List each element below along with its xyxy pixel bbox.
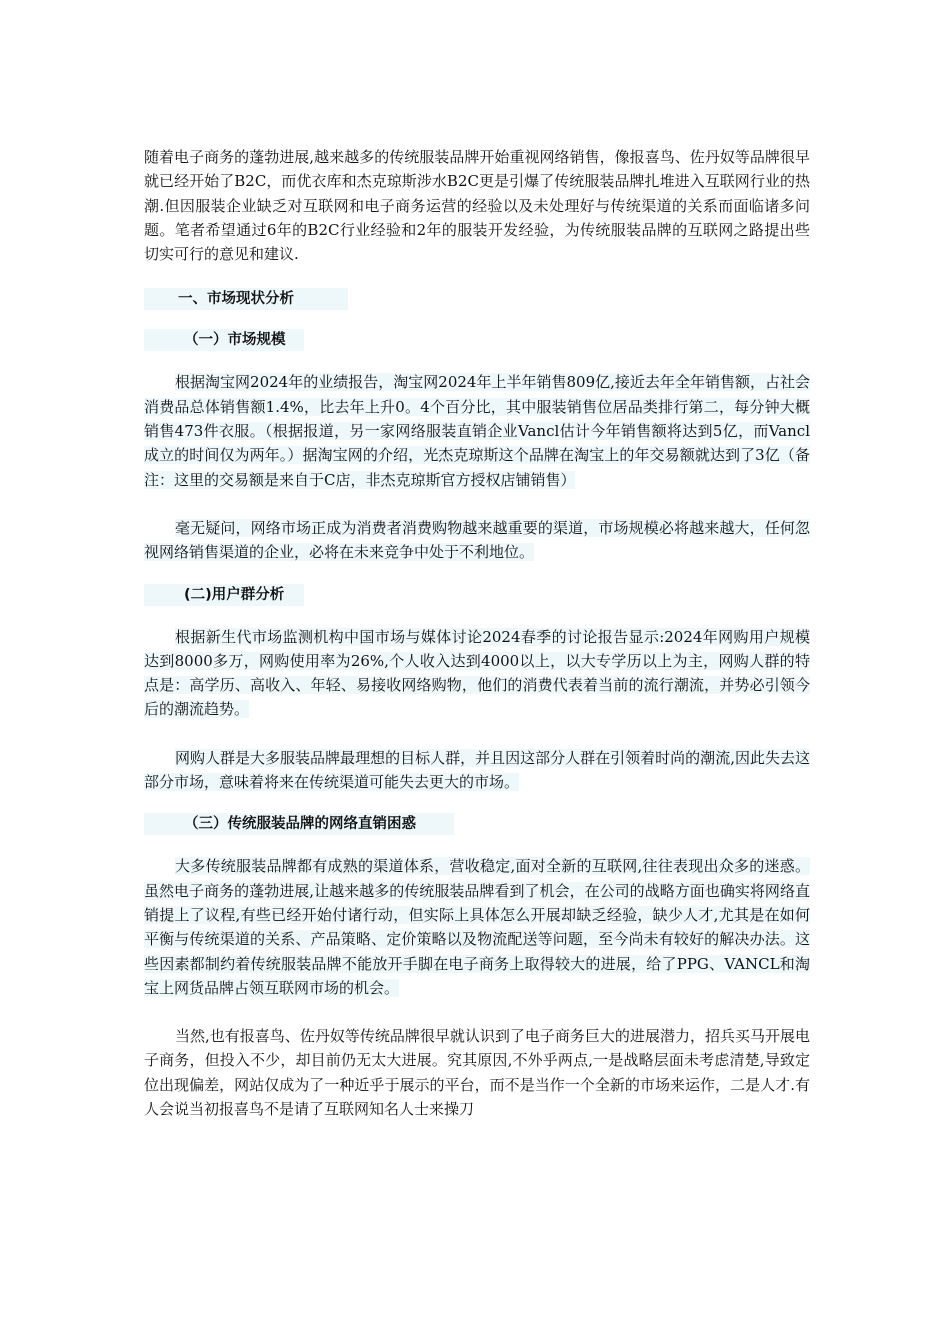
user-paragraph-1 [144, 625, 810, 722]
market-size-text-1: 根据淘宝网2024年的业绩报告，淘宝网2024年上半年销售809亿,接近去年全年销售额，占社会消费品总体销售额1.4%，比去年上升0。4个百分比，其中服装销售位居品类排行第二，每分钟大概销售473件衣服。（根据报道，另一家网络服装直销企业Vancl估计今年销售额将达到5亿，而Vancl成立的时间仅为两年。）据淘宝网的介绍，光杰克琼斯这个品牌在淘宝上的年交易额就达到了3亿（备注：这里的交易额是来自于C店，非杰克琼斯官方授权店铺销售） [144, 373, 810, 489]
user-text-1: 根据新生代市场监测机构中国市场与媒体讨论2024春季的讨论报告显示:2024年网购用户规模达到8000多万，网购使用率为26%,个人收入达到4000以上，以大专学历以上为主，网购人群的特点是：高学历、高收入、年轻、易接收网络购物，他们的消费代表着当前的流行潮流，并势必引领今后的潮流趋势。 [144, 627, 810, 719]
confusion-paragraph-2 [144, 1024, 810, 1121]
intro-text: 随着电子商务的蓬勃进展,越来越多的传统服装品牌开始重视网络销售，像报喜鸟、佐丹奴等品牌很早就已经开始了B2C，而优衣库和杰克琼斯涉水B2C更是引爆了传统服装品牌扎堆进入互联网行业的热潮.但因服装企业缺乏对互联网和电子商务运营的经验以及未处理好与传统渠道的关系而面临诸多问题。笔者希望通过6年的B2C行业经验和2年的服装开发经验，为传统服装品牌的互联网之路提出些切实可行的意见和建议. [144, 148, 810, 264]
confusion-text-2: 当然,也有报喜鸟、佐丹奴等传统品牌很早就认识到了电子商务巨大的进展潜力，招兵买马开展电子商务，但投入不少，却目前仍无太大进展。究其原因,不外乎两点,一是战略层面未考虑清楚,导致定位出现偏差，网站仅成为了一种近乎于展示的平台，而不是当作一个全新的市场来运作，二是人才.有人会说当初报喜鸟不是请了互联网知名人士来操刀 [144, 1027, 810, 1119]
market-size-text-2: 毫无疑问，网络市场正成为消费者消费购物越来越重要的渠道，市场规模必将越来越大，任何忽视网络销售渠道的企业，必将在未来竞争中处于不利地位。 [144, 518, 810, 562]
confusion-paragraph-1 [144, 854, 810, 1000]
market-size-paragraph-1 [144, 370, 810, 491]
market-size-paragraph-2 [144, 516, 810, 565]
subheading-market-size: （一）市场规模 [144, 329, 304, 351]
document-body [144, 145, 810, 1121]
subheading-user-analysis: (二)用户群分析 [144, 584, 304, 606]
user-text-2: 网购人群是大多服装品牌最理想的目标人群，并且因这部分人群在引领着时尚的潮流,因此失去这部分市场，意味着将来在传统渠道可能失去更大的市场。 [144, 748, 810, 792]
confusion-text-1: 大多传统服装品牌都有成熟的渠道体系，营收稳定,面对全新的互联网,往往表现出众多的迷惑。虽然电子商务的蓬勃进展,让越来越多的传统服装品牌看到了机会，在公司的战略方面也确实将网络直销提上了议程,有些已经开始付诸行动，但实际上具体怎么开展却缺乏经验，缺少人才,尤其是在如何平衡与传统渠道的关系、产品策略、定价策略以及物流配送等问题，至今尚未有较好的解决办法。这些因素都制约着传统服装品牌不能放开手脚在电子商务上取得较大的进展，给了PPG、VANCL和淘宝上网货品牌占领互联网市场的机会。 [144, 857, 810, 997]
intro-paragraph [144, 145, 810, 266]
subheading-direct-sales-confusion: （三）传统服装品牌的网络直销困惑 [144, 813, 454, 835]
section-heading-market-status: 一、市场现状分析 [144, 288, 348, 310]
user-paragraph-2 [144, 746, 810, 795]
